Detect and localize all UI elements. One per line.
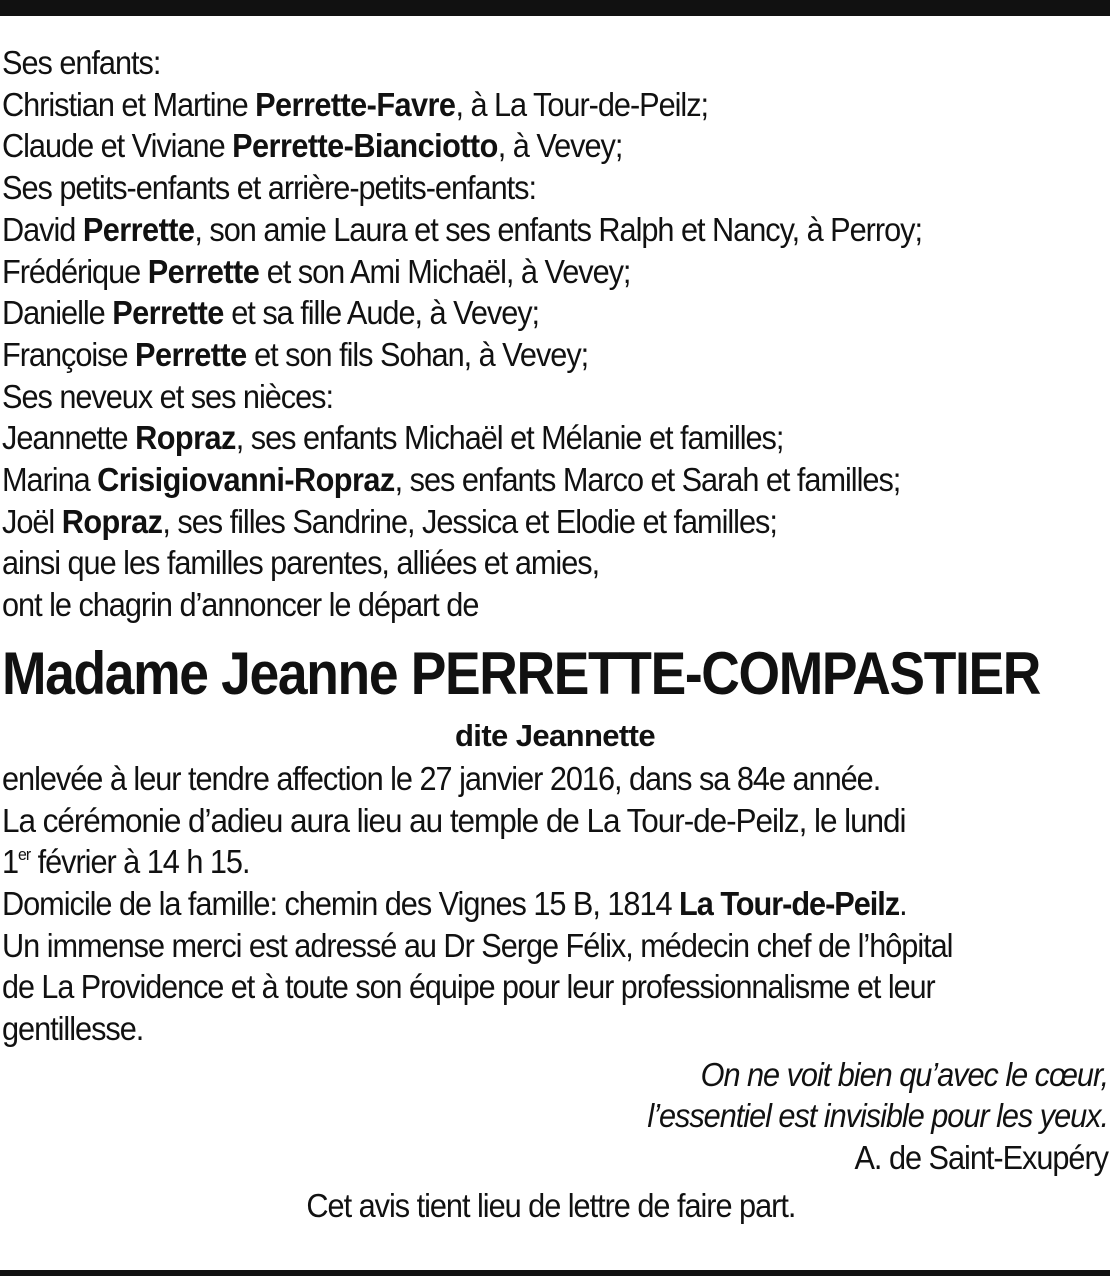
family-line-text: Ses petits-enfants et arrière-petits-enfants: — [2, 169, 536, 207]
ceremony-line-1: La cérémonie d’adieu aura lieu au temple de La Tour-de-Peilz, le lundi — [2, 801, 906, 839]
family-line-text: Jeannette — [2, 419, 136, 457]
family-line — [2, 542, 1031, 584]
deceased-name-heading: Madame Jeanne PERRETTE-COMPASTIER — [2, 639, 1041, 707]
family-line-text: Joël — [2, 502, 62, 540]
family-line-detail: , son amie Laura et ses enfants Ralph et Nancy, à Perroy; — [194, 210, 922, 248]
family-line — [2, 42, 1031, 84]
domicile-line — [2, 883, 1031, 925]
family-line — [2, 584, 1031, 626]
family-surname: Perrette — [82, 210, 195, 248]
family-line-detail: , ses enfants Michaël et Mélanie et familles; — [235, 419, 784, 457]
ceremony-paragraph — [2, 800, 1108, 883]
family-surname: Perrette-Favre — [255, 85, 456, 123]
family-line-text: Ses enfants: — [2, 44, 161, 81]
domicile-end: . — [899, 884, 907, 922]
ceremony-day: 1 — [2, 843, 19, 881]
family-line-text: Ses neveux et ses nièces: — [2, 377, 333, 415]
family-line — [2, 84, 1031, 126]
family-line — [2, 376, 1031, 418]
family-line — [2, 209, 1031, 251]
closing-quote — [2, 1054, 1108, 1179]
family-line-text: Danielle — [2, 294, 113, 332]
family-line — [2, 417, 1031, 459]
family-line-detail: , ses filles Sandrine, Jessica et Elodie et familles; — [162, 502, 777, 540]
family-line-detail: et son fils Sohan, à Vevey; — [246, 335, 589, 373]
family-line — [2, 501, 1031, 543]
thanks-line-3: gentillesse. — [2, 1010, 144, 1048]
footer-note-text: Cet avis tient lieu de lettre de faire part. — [306, 1186, 796, 1224]
family-line-detail: et son Ami Michaël, à Vevey; — [259, 252, 631, 290]
family-line — [2, 459, 1031, 501]
quote-line-1-text: On ne voit bien qu’avec le cœur, — [700, 1055, 1108, 1093]
quote-line-2 — [79, 1095, 1108, 1137]
passing-text: enlevée à leur tendre affection le 27 janvier 2016, dans sa 84e année. — [2, 759, 881, 797]
family-line-text: ainsi que les familles parentes, alliées et amies, — [2, 544, 600, 582]
family-line — [2, 334, 1031, 376]
family-line-text: ont le chagrin d’annoncer le départ de — [2, 586, 479, 624]
family-line — [2, 292, 1031, 334]
family-surname: Perrette — [135, 335, 247, 373]
family-line-text: Marina — [2, 461, 98, 499]
family-line — [2, 251, 1031, 293]
top-border-rule — [0, 0, 1110, 16]
family-surname: Perrette-Bianciotto — [232, 127, 498, 165]
family-line-detail: , à Vevey; — [497, 127, 623, 165]
family-line-detail: , ses enfants Marco et Sarah et familles; — [394, 461, 901, 499]
quote-line-1 — [79, 1054, 1108, 1096]
footer-note — [2, 1185, 1108, 1227]
nickname-text: dite Jeannette — [454, 717, 656, 753]
family-surname: Perrette — [147, 252, 260, 290]
bottom-border-rule — [0, 1270, 1110, 1276]
quote-author: A. de Saint-Exupéry — [854, 1139, 1108, 1177]
obituary-notice — [2, 42, 1108, 1227]
family-line-text: Christian et Martine — [2, 85, 256, 123]
thanks-line-1: Un immense merci est adressé au Dr Serge Félix, médecin chef de l’hôpital — [2, 926, 953, 964]
family-surname: Ropraz — [135, 419, 236, 457]
ceremony-line-2 — [2, 841, 1031, 883]
family-surname: Perrette — [112, 294, 224, 332]
domicile-text: Domicile de la famille: chemin des Vignes 15 B, 1814 — [2, 884, 680, 922]
ceremony-date-time: février à 14 h 15. — [30, 843, 250, 881]
deceased-nickname — [2, 714, 1108, 758]
family-line-detail: , à La Tour-de-Peilz; — [455, 85, 709, 123]
domicile-place: La Tour-de-Peilz — [679, 884, 900, 922]
family-surname: Crisigiovanni-Ropraz — [97, 461, 395, 499]
quote-line-2-text: l’essentiel est invisible pour les yeux. — [647, 1097, 1108, 1135]
thanks-line-2: de La Providence et à toute son équipe pour leur professionnalisme et leur — [2, 968, 935, 1006]
family-list — [2, 42, 1108, 626]
passing-paragraph — [2, 758, 1108, 800]
domicile-paragraph — [2, 883, 1108, 925]
family-line-text: Françoise — [2, 335, 136, 373]
family-line-text: David — [2, 210, 83, 248]
family-line — [2, 167, 1031, 209]
family-line — [2, 125, 1031, 167]
family-surname: Ropraz — [61, 502, 163, 540]
family-line-detail: et sa fille Aude, à Vevey; — [223, 294, 540, 332]
thanks-paragraph — [2, 925, 1108, 1050]
family-line-text: Claude et Viviane — [2, 127, 233, 165]
ceremony-day-suffix: er — [18, 845, 31, 865]
family-line-text: Frédérique — [2, 252, 148, 290]
